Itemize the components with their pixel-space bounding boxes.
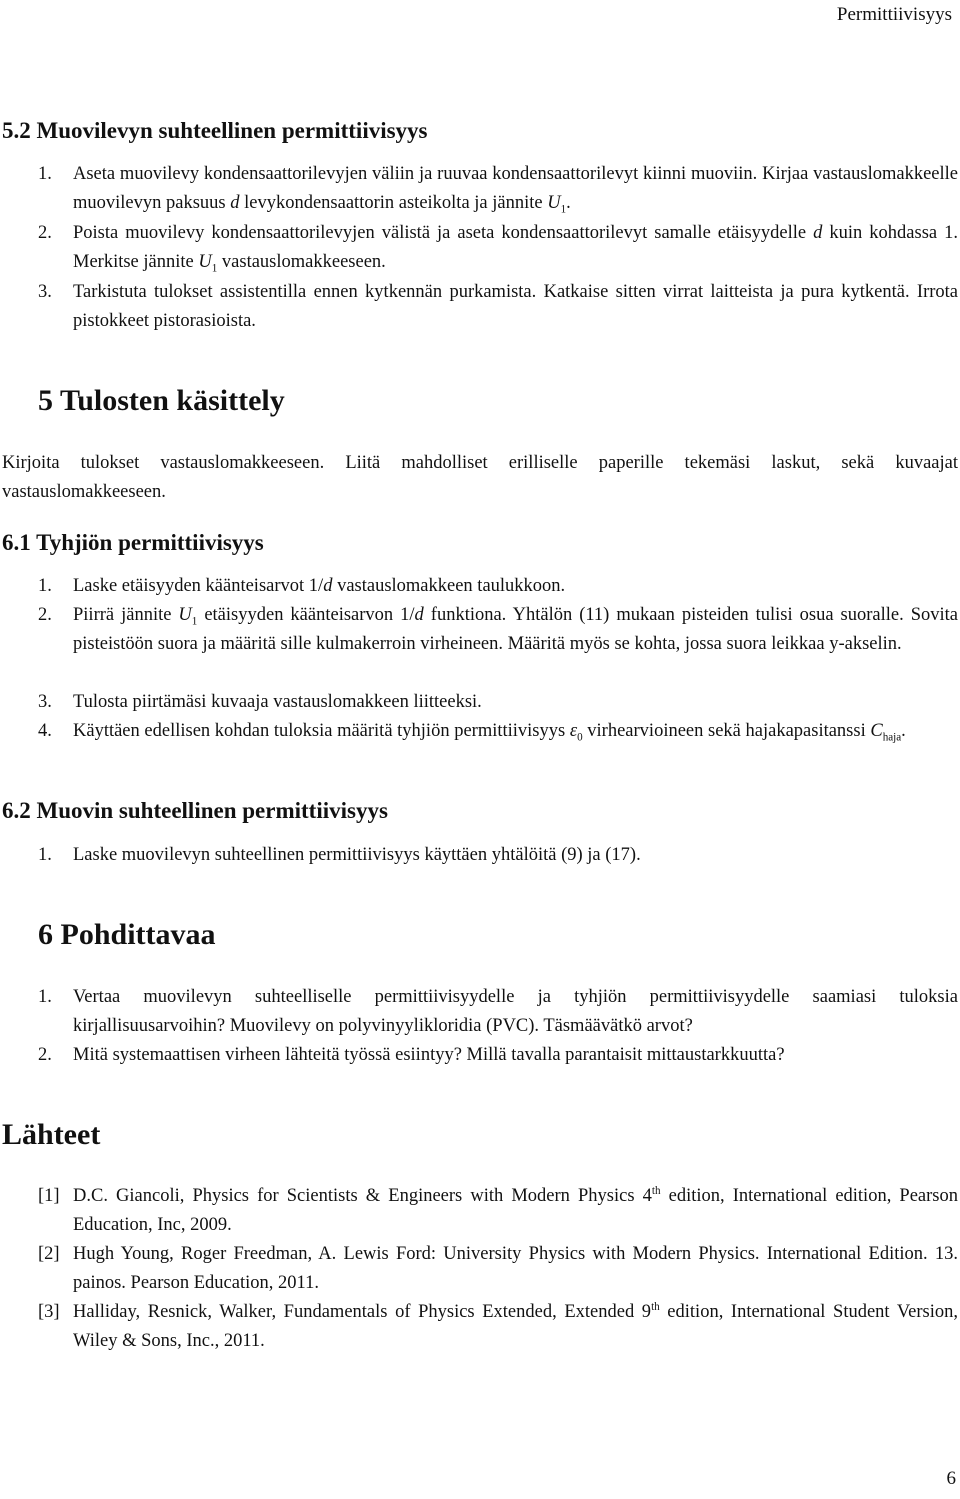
- list-item: 4. Käyttäen edellisen kohdan tuloksia määritä tyhjiön permittiivisyys $\varepsilon_0$ virhearvioineen sekä hajakapasitanssi $C_{haja}$.: [38, 721, 906, 744]
- list-item: 1. Laske etäisyyden käänteisarvot 1/d vastauslomakkeen taulukkoon.: [38, 576, 566, 596]
- list-item: 3. Tulosta piirtämäsi kuvaaja vastauslomakkeen liitteeksi.: [38, 692, 482, 712]
- running-header: Permittiivisyys: [836, 4, 952, 25]
- list-item: 1. Aseta muovilevy kondensaattorilevyjen väliin ja ruuvaa kondensaattorilevyt kiinni muoviin. Kirjaa vastauslomakkeelle muovilevyn paksuus d levykondensaattorin asteikolta ja jännite $U_1$.: [38, 164, 958, 216]
- section-6-1-title: 6.1 Tyhjiön permittiivisyys: [2, 530, 264, 555]
- section-5-2-title: 5.2 Muovilevyn suhteellinen permittiivisyys: [2, 118, 428, 143]
- list-item: 3. Tarkistuta tulokset assistentilla ennen kytkennän purkamista. Katkaise sitten virrat laitteista ja pura kytkentä. Irrota pistokkeet pistorasioista.: [38, 282, 958, 331]
- references-title: Lähteet: [2, 1118, 101, 1151]
- list-item: 1. Vertaa muovilevyn suhteelliselle permittiivisyydelle ja tyhjiön permittiivisyydelle saamiasi tuloksia kirjallisuusarvoihin? Muovilevy on polyvinyylikloridia (PVC). Täsmäävätkö arvot?: [38, 987, 958, 1036]
- page-number: 6: [946, 1468, 956, 1489]
- list-item: 2. Piirrä jännite $U_1$ etäisyyden käänteisarvon 1/d funktiona. Yhtälön (11) mukaan pisteiden tulisi osua suoralle. Sovita pisteistöön suora ja määritä sille kulmakerroin virheineen. Määritä myös se kohta, jossa suora leikkaa y-akselin.: [38, 605, 958, 654]
- reference-item: [3] Halliday, Resnick, Walker, Fundamentals of Physics Extended, Extended 9th edition, International Student Version, Wiley & Sons, Inc., 2011.: [38, 1300, 958, 1351]
- reference-item: [2] Hugh Young, Roger Freedman, A. Lewis Ford: University Physics with Modern Physics. International Edition. 13. painos. Pearson Education, 2011.: [38, 1244, 958, 1293]
- section-5-title: 5 Tulosten käsittely: [38, 384, 285, 417]
- section-6-2-title: 6.2 Muovin suhteellinen permittiivisyys: [2, 798, 388, 823]
- list-item: 2. Mitä systemaattisen virheen lähteitä työssä esiintyy? Millä tavalla parantaisit mittaustarkkuutta?: [38, 1045, 785, 1065]
- list-item: 1. Laske muovilevyn suhteellinen permittiivisyys käyttäen yhtälöitä (9) ja (17).: [38, 845, 641, 865]
- reference-item: [1] D.C. Giancoli, Physics for Scientists & Engineers with Modern Physics 4th edition, International edition, Pearson Education, Inc, 2009.: [38, 1184, 958, 1235]
- list-item: 2. Poista muovilevy kondensaattorilevyjen välistä ja aseta kondensaattorilevyt samalle etäisyydelle d kuin kohdassa 1. Merkitse jännite $U_1$ vastauslomakkeeseen.: [38, 223, 958, 275]
- section-5-intro: Kirjoita tulokset vastauslomakkeeseen. Liitä mahdolliset erilliselle paperille tekemäsi laskut, sekä kuvaajat vastauslomakkeeseen.: [2, 453, 958, 502]
- section-6-title: 6 Pohdittavaa: [38, 918, 216, 951]
